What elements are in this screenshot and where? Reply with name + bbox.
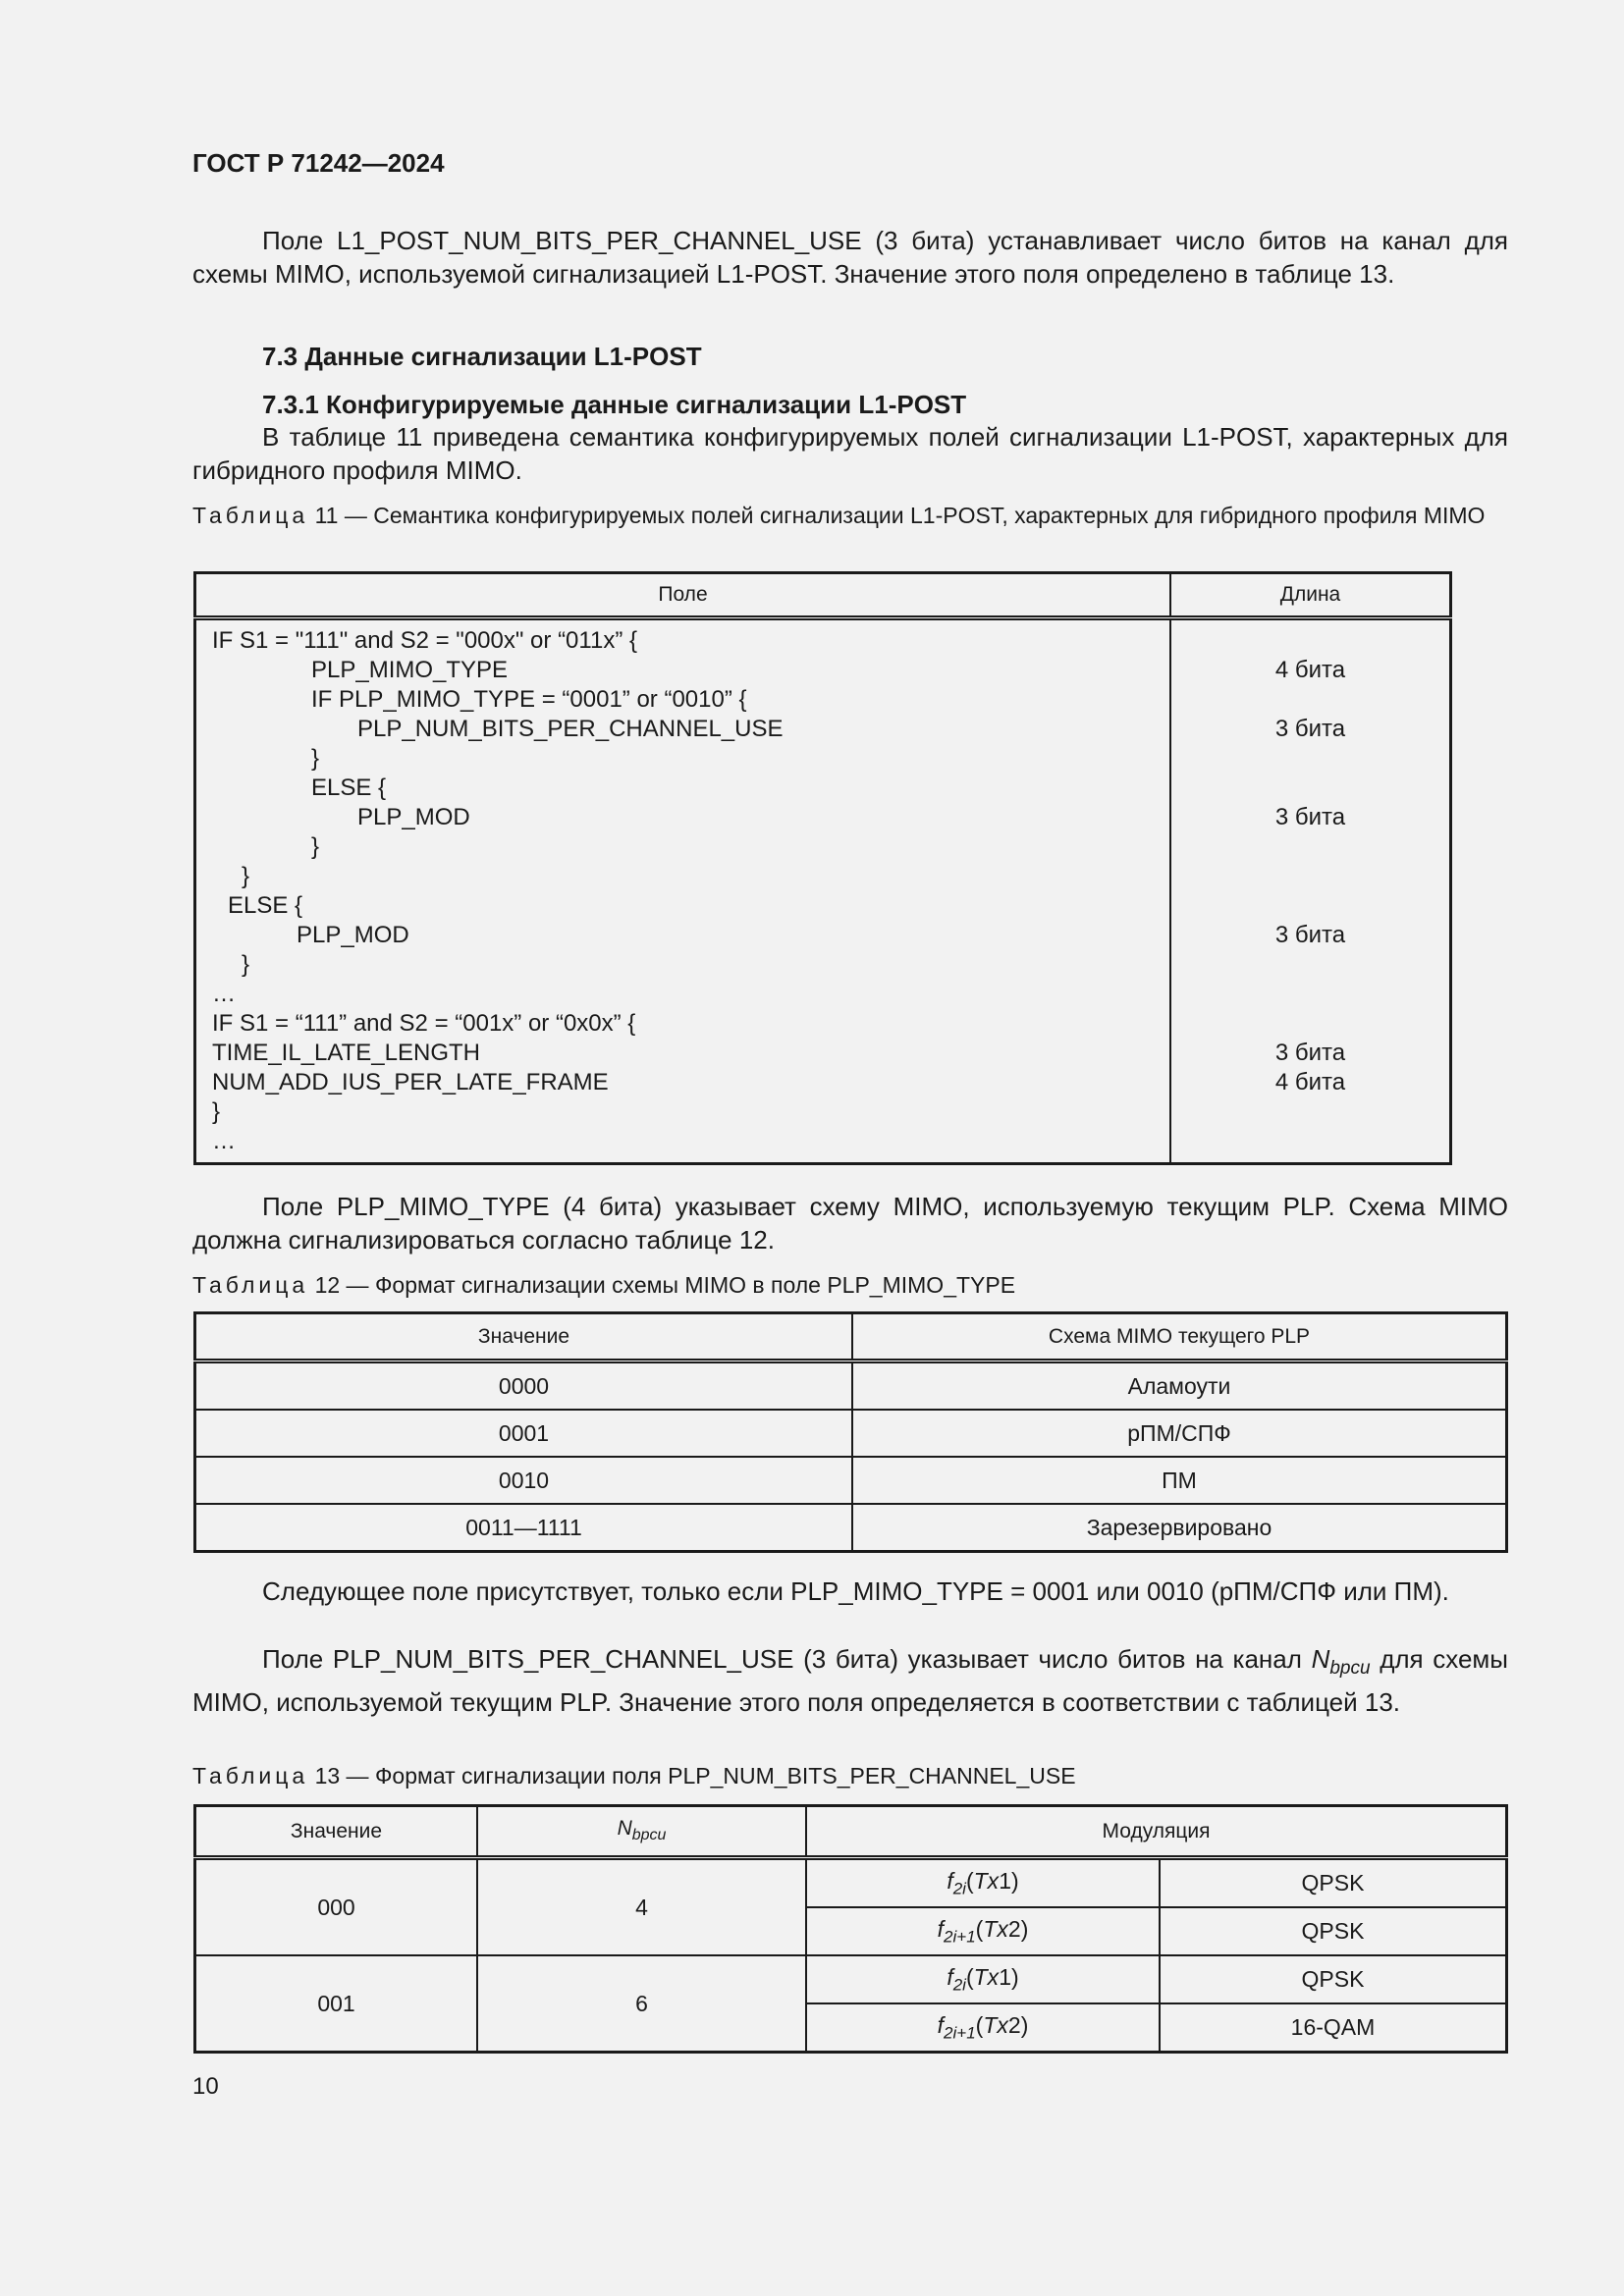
table-row bbox=[195, 1955, 1507, 2003]
code-line: ELSE { bbox=[311, 774, 387, 801]
table13-cell-function: $f_{2i}(Tx1)$ bbox=[806, 1955, 1160, 2003]
length-line bbox=[1171, 980, 1449, 1009]
table13-header-modulation: Модуляция bbox=[806, 1806, 1507, 1858]
length-line bbox=[1171, 832, 1449, 862]
table11-header-length: Длина bbox=[1170, 573, 1451, 618]
code-line: } bbox=[311, 745, 320, 772]
code-line: PLP_MOD bbox=[297, 922, 409, 948]
table11-code-cell bbox=[195, 618, 1171, 1164]
code-line: … bbox=[212, 1128, 236, 1154]
table-row bbox=[195, 1858, 1507, 1908]
table-row bbox=[195, 1457, 1507, 1504]
code-line: } bbox=[242, 951, 250, 978]
paragraph-l1-post-num-bits: Поле L1_POST_NUM_BITS_PER_CHANNEL_USE (3 бита) устанавливает число битов на канал для схемы MIMO, используемой сигнализацией L1-POST. Значение этого поля определено в таблице 13. bbox=[192, 226, 1508, 289]
length-line: 3 бита bbox=[1274, 1040, 1346, 1066]
length-line bbox=[1171, 685, 1449, 715]
table12-header-scheme: Схема MIMO текущего PLP bbox=[852, 1313, 1507, 1362]
paragraph-plp-num-bits-end: для схемы MIMO, используемой текущим PLP. Значение этого поля определяется в соответствии с таблицей 13. bbox=[192, 1644, 1508, 1718]
code-line: IF PLP_MIMO_TYPE = “0001” or “0010” { bbox=[311, 686, 747, 713]
length-line bbox=[1171, 744, 1449, 774]
table11-caption-text: 11 — Семантика конфигурируемых полей сигнализации L1-POST, характерных для гибридного профиля MIMO bbox=[314, 503, 1486, 528]
length-line bbox=[1171, 891, 1449, 921]
length-line bbox=[1171, 862, 1449, 891]
nbpcu-subscript: bpcu bbox=[631, 1827, 667, 1844]
table12-caption-word: Таблица bbox=[192, 1272, 309, 1298]
table13-cell-nbpcu: 4 bbox=[477, 1858, 806, 1956]
table11-caption bbox=[192, 500, 1508, 531]
table-13 bbox=[193, 1804, 1508, 2054]
code-line: … bbox=[212, 981, 236, 1007]
length-line: 4 бита bbox=[1274, 657, 1346, 683]
table13-cell-modulation: QPSK bbox=[1160, 1955, 1507, 2003]
table13-cell-modulation: QPSK bbox=[1160, 1858, 1507, 1908]
table13-header-nbpcu bbox=[477, 1806, 806, 1858]
table-row bbox=[195, 1410, 1507, 1457]
code-line: NUM_ADD_IUS_PER_LATE_FRAME bbox=[212, 1069, 609, 1095]
code-line: IF S1 = "111" and S2 = "000x" or “011x” { bbox=[212, 627, 637, 654]
code-line: PLP_MOD bbox=[357, 804, 470, 830]
table13-cell-function: $f_{2i+1}(Tx2)$ bbox=[806, 2003, 1160, 2053]
table12-caption bbox=[192, 1269, 1508, 1301]
table11-caption-word: Таблица bbox=[192, 503, 309, 528]
table12-cell-scheme: Аламоути bbox=[852, 1362, 1507, 1411]
code-line: IF S1 = “111” and S2 = “001x” or “0x0x” { bbox=[212, 1010, 636, 1037]
table13-cell-function: $f_{2i+1}(Tx2)$ bbox=[806, 1907, 1160, 1955]
code-line: TIME_IL_LATE_LENGTH bbox=[212, 1040, 480, 1066]
table12-cell-value: 0000 bbox=[195, 1362, 853, 1411]
length-line bbox=[1171, 626, 1449, 656]
table-row bbox=[195, 1362, 1507, 1411]
length-line bbox=[1171, 950, 1449, 980]
length-line: 3 бита bbox=[1274, 804, 1346, 830]
table13-cell-modulation: 16-QAM bbox=[1160, 2003, 1507, 2053]
table12-cell-scheme: Зарезервировано bbox=[852, 1504, 1507, 1552]
code-line: PLP_MIMO_TYPE bbox=[311, 657, 509, 683]
length-line bbox=[1171, 1097, 1449, 1127]
section-heading-7-3: 7.3 Данные сигнализации L1-POST bbox=[262, 342, 702, 371]
table13-caption bbox=[192, 1760, 1508, 1791]
table13-caption-word: Таблица bbox=[192, 1763, 309, 1789]
table12-header-value: Значение bbox=[195, 1313, 853, 1362]
table13-cell-modulation: QPSK bbox=[1160, 1907, 1507, 1955]
table13-cell-nbpcu: 6 bbox=[477, 1955, 806, 2053]
code-line: } bbox=[212, 1098, 221, 1125]
nbpcu-symbol: N bbox=[1311, 1644, 1330, 1674]
nbpcu-symbol: N bbox=[617, 1817, 632, 1841]
code-line: ELSE { bbox=[228, 892, 303, 919]
table13-header-value: Значение bbox=[195, 1806, 478, 1858]
length-line bbox=[1171, 1127, 1449, 1156]
code-line: } bbox=[311, 833, 320, 860]
table13-cell-value: 001 bbox=[195, 1955, 478, 2053]
table-12 bbox=[193, 1311, 1508, 1553]
table12-cell-scheme: рПМ/СПФ bbox=[852, 1410, 1507, 1457]
paragraph-plp-num-bits bbox=[192, 1642, 1508, 1719]
nbpcu-subscript: bpcu bbox=[1329, 1658, 1371, 1680]
paragraph-conditional-field: Следующее поле присутствует, только если PLP_MIMO_TYPE = 0001 или 0010 (рПМ/СПФ или ПМ). bbox=[262, 1576, 1449, 1606]
table11-header-field: Поле bbox=[195, 573, 1171, 618]
code-line: } bbox=[242, 863, 250, 889]
table12-cell-value: 0001 bbox=[195, 1410, 853, 1457]
table12-caption-text: 12 — Формат сигнализации схемы MIMO в поле PLP_MIMO_TYPE bbox=[314, 1272, 1016, 1298]
table13-cell-function: $f_{2i}(Tx1)$ bbox=[806, 1858, 1160, 1908]
paragraph-plp-num-bits-start: Поле PLP_NUM_BITS_PER_CHANNEL_USE (3 бита) указывает число битов на канал bbox=[262, 1644, 1312, 1674]
length-line: 4 бита bbox=[1274, 1069, 1346, 1095]
table-row bbox=[195, 1504, 1507, 1552]
length-line bbox=[1171, 774, 1449, 803]
length-line: 3 бита bbox=[1274, 716, 1346, 742]
length-line bbox=[1171, 1009, 1449, 1039]
table13-caption-text: 13 — Формат сигнализации поля PLP_NUM_BITS_PER_CHANNEL_USE bbox=[314, 1763, 1076, 1789]
code-line: PLP_NUM_BITS_PER_CHANNEL_USE bbox=[357, 716, 784, 742]
table12-cell-value: 0010 bbox=[195, 1457, 853, 1504]
table13-cell-value: 000 bbox=[195, 1858, 478, 1956]
table12-cell-scheme: ПМ bbox=[852, 1457, 1507, 1504]
document-id: ГОСТ Р 71242—2024 bbox=[192, 148, 445, 178]
table-11 bbox=[193, 571, 1452, 1165]
paragraph-table11-intro: В таблице 11 приведена семантика конфигурируемых полей сигнализации L1-POST, характерных для гибридного профиля MIMO. bbox=[192, 422, 1508, 485]
table11-length-cell bbox=[1170, 618, 1451, 1164]
table12-cell-value: 0011—1111 bbox=[195, 1504, 853, 1552]
section-heading-7-3-1: 7.3.1 Конфигурируемые данные сигнализации L1-POST bbox=[262, 390, 967, 419]
paragraph-plp-mimo-type: Поле PLP_MIMO_TYPE (4 бита) указывает схему MIMO, используемую текущим PLP. Схема MIMO должна сигнализироваться согласно таблице 12. bbox=[192, 1192, 1508, 1255]
page-number: 10 bbox=[192, 2073, 219, 2100]
length-line: 3 бита bbox=[1274, 922, 1346, 948]
